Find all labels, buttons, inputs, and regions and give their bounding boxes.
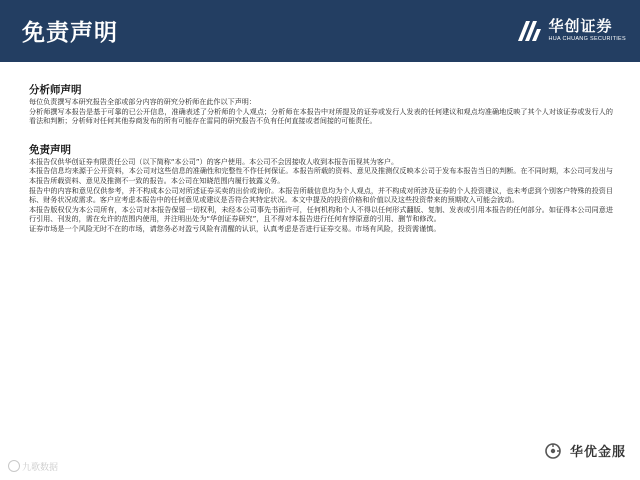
paragraph: 报告中的内容和意见仅供参考，并不构成本公司对所述证券买卖的出价或询价。本报告所载信息均为个人观点，并不构成对所涉及证券的个人投资建议，也未考虑到个别客户特殊的投资目标、财务状况或需求。客户应考虑本报告中的任何意见或建议是否符合其特定状况。本文中提及的投资价格和价值以及这些投资带来的预期收入可能会波动。 [29, 185, 613, 205]
logo-name-cn: 华创证券 [548, 16, 613, 35]
logo-name-en: HUA CHUANG SECURITIES [548, 35, 626, 42]
paragraph: 本报告仅供华创证券有限责任公司（以下简称“本公司”）的客户使用。本公司不会因接收人收到本报告而视其为客户。 [29, 156, 399, 166]
hua-chuang-logo-icon [516, 17, 542, 43]
disclaimer-section [29, 144, 613, 234]
paragraph: 分析师撰写本报告是基于可靠的已公开信息，准确表述了分析师的个人观点；分析师在本报告中对所提及的证券或发行人发表的任何建议和观点均准确地反映了其个人对该证券或发行人的看法和判断；分析师对任何其他券商发布的所有可能存在雷同的研究报告不负有任何直接或者间接的可能责任。 [29, 106, 613, 126]
page-title: 免责声明 [22, 20, 118, 46]
paragraph: 本报告版权仅为本公司所有，本公司对本报告保留一切权利，未经本公司事先书面许可，任何机构和个人不得以任何形式翻版、复制、发表或引用本报告的任何部分。如征得本公司同意进行引用、刊发的，需在允许的范围内使用，并注明出处为“华创证券研究”，且不得对本报告进行任何有悖原意的引用、删节和修改。 [29, 204, 613, 224]
section-heading: 免责声明 [29, 143, 71, 156]
brand-badge [544, 441, 626, 460]
section-heading: 分析师声明 [29, 84, 82, 96]
watermark [8, 460, 58, 473]
wechat-official-account-icon [544, 442, 562, 460]
watermark-icon [8, 460, 20, 472]
header-bar [0, 0, 640, 62]
disclaimer-content [29, 84, 613, 234]
logo-text [548, 18, 626, 43]
company-logo [516, 12, 626, 48]
paragraph: 证券市场是一个风险无时不在的市场，请您务必对盈亏风险有清醒的认识，认真考虑是否进行证券交易。市场有风险，投资需谨慎。 [29, 223, 441, 233]
watermark-text: 九歌数据 [22, 463, 59, 473]
footer [0, 438, 640, 480]
paragraph: 本报告信息均来源于公开资料，本公司对这些信息的准确性和完整性不作任何保证。本报告所载的资料、意见及推测仅反映本公司于发布本报告当日的判断。在不同时期，本公司可发出与本报告所载资料、意见及推测不一致的报告。本公司在知晓范围内履行披露义务。 [29, 166, 613, 185]
brand-name: 华优金服 [569, 445, 626, 460]
paragraph: 每位负责撰写本研究报告全部或部分内容的研究分析师在此作以下声明： [29, 97, 256, 106]
analyst-statement-section [29, 84, 613, 126]
